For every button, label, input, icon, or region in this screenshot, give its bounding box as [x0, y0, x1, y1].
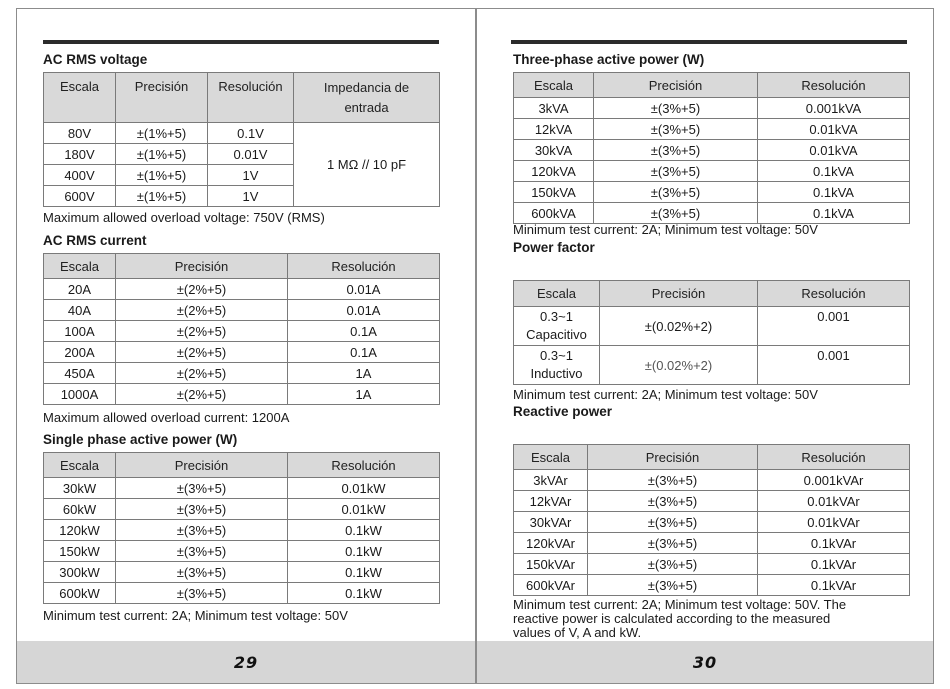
cell-accuracy: ±(0.02%+2): [600, 346, 758, 385]
cell-accuracy: ±(3%+5): [116, 478, 288, 499]
page-number: 30: [692, 652, 718, 672]
table-row: [514, 182, 910, 203]
cell-range: 120kW: [44, 520, 116, 541]
table-row: [44, 499, 440, 520]
header-resolucion: Resolución: [758, 281, 910, 307]
cell-range: 3kVA: [514, 98, 594, 119]
cell-accuracy: ±(3%+5): [594, 140, 758, 161]
cell-resolution: 0.01A: [288, 300, 440, 321]
page-number: 29: [233, 652, 259, 672]
cell-accuracy: ±(1%+5): [116, 186, 208, 207]
header-resolucion: Resolución: [758, 73, 910, 98]
cell-range: 30kW: [44, 478, 116, 499]
cell-resolution: 0.1kVA: [758, 182, 910, 203]
cell-resolution: 0.01kVA: [758, 119, 910, 140]
header-resolucion: Resolución: [288, 453, 440, 478]
ac-current-note: Maximum allowed overload current: 1200A: [43, 410, 290, 425]
note-line: Minimum test current: 2A; Minimum test voltage: 50V. The: [513, 597, 847, 612]
cell-range: 20A: [44, 279, 116, 300]
header-escala: Escala: [514, 73, 594, 98]
cell-accuracy: ±(2%+5): [116, 321, 288, 342]
cell-resolution: 0.01kVA: [758, 140, 910, 161]
header-resolucion: Resolución: [208, 73, 294, 123]
cell-resolution: 0.1kVA: [758, 161, 910, 182]
ac-current-table: [43, 253, 440, 405]
cell-accuracy: ±(2%+5): [116, 363, 288, 384]
cell-resolution: 0.01kW: [288, 478, 440, 499]
cell-resolution: 0.001kVA: [758, 98, 910, 119]
range-value: 0.3~1: [540, 348, 573, 363]
cell-accuracy: ±(3%+5): [588, 470, 758, 491]
cell-range: 150kVA: [514, 182, 594, 203]
cell-accuracy: ±(0.02%+2): [600, 307, 758, 346]
cell-range: 12kVAr: [514, 491, 588, 512]
cell-range: 120kVAr: [514, 533, 588, 554]
cell-range: 300kW: [44, 562, 116, 583]
cell-resolution: 0.1kW: [288, 562, 440, 583]
table-row: [44, 123, 440, 144]
header-resolucion: Resolución: [758, 445, 910, 470]
table-row: [514, 533, 910, 554]
cell-range: 12kVA: [514, 119, 594, 140]
table-row: [514, 98, 910, 119]
cell-accuracy: ±(3%+5): [116, 562, 288, 583]
cell-range: 600kVAr: [514, 575, 588, 596]
table-row: [44, 300, 440, 321]
table-row: [514, 346, 910, 385]
table-row: [514, 491, 910, 512]
table-row: [44, 478, 440, 499]
three-power-title: Three-phase active power (W): [513, 52, 705, 67]
cell-range: 1000A: [44, 384, 116, 405]
single-power-note: Minimum test current: 2A; Minimum test voltage: 50V: [43, 608, 348, 623]
cell-range: 450A: [44, 363, 116, 384]
cell-accuracy: ±(2%+5): [116, 279, 288, 300]
header-precision: Precisión: [600, 281, 758, 307]
ac-voltage-title: AC RMS voltage: [43, 52, 148, 67]
cell-resolution: 1V: [208, 186, 294, 207]
cell-range: 40A: [44, 300, 116, 321]
reactive-power-note: [513, 598, 846, 640]
table-row: [514, 140, 910, 161]
table-row: [44, 583, 440, 604]
cell-range: 180V: [44, 144, 116, 165]
cell-range: 200A: [44, 342, 116, 363]
cell-range: 150kW: [44, 541, 116, 562]
cell-accuracy: ±(3%+5): [116, 499, 288, 520]
header-precision: Precisión: [594, 73, 758, 98]
cell-accuracy: ±(1%+5): [116, 144, 208, 165]
cell-range: 3kVAr: [514, 470, 588, 491]
three-power-table: [513, 72, 910, 224]
cell-range: [514, 346, 600, 385]
cell-resolution: 0.01kVAr: [758, 491, 910, 512]
ac-current-title: AC RMS current: [43, 233, 147, 248]
header-precision: Precisión: [116, 254, 288, 279]
header-precision: Precisión: [588, 445, 758, 470]
note-line: values of V, A and kW.: [513, 625, 642, 640]
cell-resolution: 0.1kVAr: [758, 533, 910, 554]
cell-resolution: 0.1kW: [288, 583, 440, 604]
cell-accuracy: ±(3%+5): [594, 182, 758, 203]
cell-resolution: 1V: [208, 165, 294, 186]
cell-accuracy: ±(3%+5): [588, 554, 758, 575]
header-rule: [43, 40, 439, 44]
table-row: [514, 161, 910, 182]
cell-resolution: 0.1V: [208, 123, 294, 144]
header-escala: Escala: [514, 281, 600, 307]
cell-range: 120kVA: [514, 161, 594, 182]
header-escala: Escala: [44, 254, 116, 279]
cell-resolution: 0.01kVAr: [758, 512, 910, 533]
table-row: [514, 512, 910, 533]
table-row: [44, 363, 440, 384]
cell-resolution: 0.1A: [288, 321, 440, 342]
cell-resolution: 0.1kW: [288, 541, 440, 562]
header-precision: Precisión: [116, 453, 288, 478]
ac-voltage-table: [43, 72, 440, 207]
cell-accuracy: ±(3%+5): [594, 98, 758, 119]
cell-range: 80V: [44, 123, 116, 144]
cell-accuracy: ±(3%+5): [594, 161, 758, 182]
range-value: 0.3~1: [540, 309, 573, 324]
cell-range: 600kW: [44, 583, 116, 604]
cell-range: 100A: [44, 321, 116, 342]
table-row: [514, 119, 910, 140]
cell-accuracy: ±(3%+5): [588, 533, 758, 554]
cell-accuracy: ±(2%+5): [116, 342, 288, 363]
table-row: [514, 554, 910, 575]
cell-accuracy: ±(1%+5): [116, 165, 208, 186]
header-escala: Escala: [44, 73, 116, 123]
table-row: [44, 342, 440, 363]
cell-range: 30kVAr: [514, 512, 588, 533]
cell-resolution: 1A: [288, 384, 440, 405]
cell-accuracy: ±(2%+5): [116, 300, 288, 321]
power-factor-title: Power factor: [513, 240, 595, 255]
page-footer: [17, 641, 475, 683]
cell-resolution: 0.001kVAr: [758, 470, 910, 491]
range-type: Capacitivo: [526, 327, 587, 342]
cell-accuracy: ±(3%+5): [594, 203, 758, 224]
cell-impedance: 1 MΩ // 10 pF: [294, 123, 440, 207]
cell-range: [514, 307, 600, 346]
header-impedancia: Impedancia de entrada: [294, 73, 440, 123]
ac-voltage-note: Maximum allowed overload voltage: 750V (RMS): [43, 210, 325, 225]
table-row: [44, 541, 440, 562]
table-row: [44, 562, 440, 583]
cell-accuracy: ±(3%+5): [116, 520, 288, 541]
table-row: [514, 307, 910, 346]
cell-range: 150kVAr: [514, 554, 588, 575]
reactive-power-title: Reactive power: [513, 404, 613, 419]
three-power-note: Minimum test current: 2A; Minimum test voltage: 50V: [513, 222, 818, 237]
cell-resolution: 0.01kW: [288, 499, 440, 520]
cell-accuracy: ±(3%+5): [588, 491, 758, 512]
header-precision: Precisión: [116, 73, 208, 123]
cell-resolution: 0.01V: [208, 144, 294, 165]
cell-accuracy: ±(3%+5): [116, 583, 288, 604]
table-row: [514, 470, 910, 491]
range-type: Inductivo: [530, 366, 583, 381]
table-row: [514, 203, 910, 224]
cell-resolution: 1A: [288, 363, 440, 384]
table-row: [514, 575, 910, 596]
cell-range: 600V: [44, 186, 116, 207]
cell-accuracy: ±(3%+5): [588, 512, 758, 533]
cell-accuracy: ±(3%+5): [116, 541, 288, 562]
cell-resolution: 0.001: [758, 307, 910, 346]
power-factor-table: [513, 280, 910, 385]
cell-resolution: 0.1A: [288, 342, 440, 363]
single-power-title: Single phase active power (W): [43, 432, 238, 447]
power-factor-note: Minimum test current: 2A; Minimum test voltage: 50V: [513, 387, 818, 402]
header-resolucion: Resolución: [288, 254, 440, 279]
cell-range: 30kVA: [514, 140, 594, 161]
cell-range: 600kVA: [514, 203, 594, 224]
header-escala: Escala: [514, 445, 588, 470]
cell-resolution: 0.1kW: [288, 520, 440, 541]
cell-resolution: 0.1kVA: [758, 203, 910, 224]
table-row: [44, 520, 440, 541]
cell-resolution: 0.001: [758, 346, 910, 385]
cell-resolution: 0.1kVAr: [758, 554, 910, 575]
page-right: [476, 8, 934, 684]
header-escala: Escala: [44, 453, 116, 478]
page-footer: [477, 641, 933, 683]
cell-accuracy: ±(3%+5): [594, 119, 758, 140]
cell-resolution: 0.1kVAr: [758, 575, 910, 596]
single-power-table: [43, 452, 440, 604]
reactive-power-table: [513, 444, 910, 596]
cell-accuracy: ±(3%+5): [588, 575, 758, 596]
cell-range: 400V: [44, 165, 116, 186]
page-left: [16, 8, 476, 684]
cell-range: 60kW: [44, 499, 116, 520]
cell-accuracy: ±(1%+5): [116, 123, 208, 144]
table-row: [44, 384, 440, 405]
cell-accuracy: ±(2%+5): [116, 384, 288, 405]
table-row: [44, 321, 440, 342]
note-line: reactive power is calculated according to the measured: [513, 611, 831, 626]
table-row: [44, 279, 440, 300]
header-rule: [511, 40, 907, 44]
cell-resolution: 0.01A: [288, 279, 440, 300]
